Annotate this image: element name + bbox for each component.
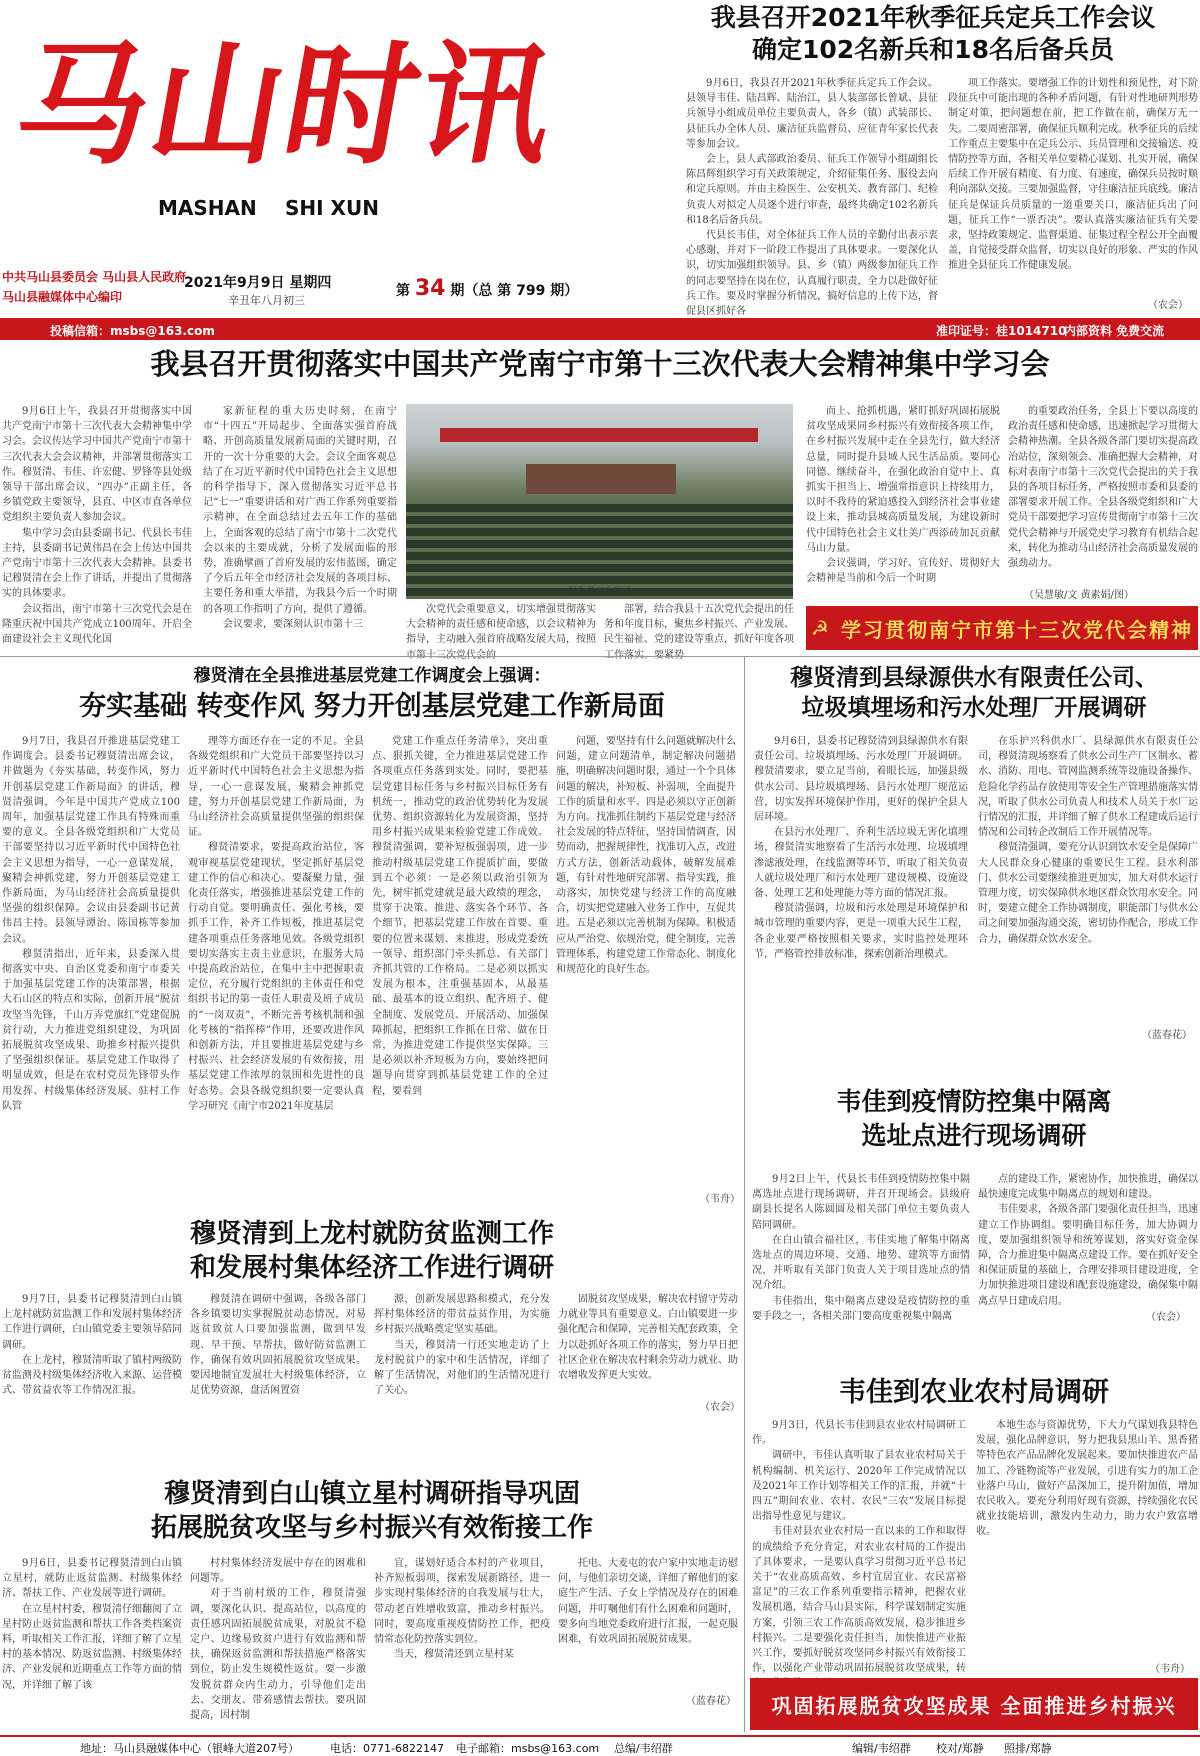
epidemic-article-title2: 选址点进行现场调研 — [861, 1121, 1087, 1150]
agri-byline: （韦舟） — [1150, 1664, 1190, 1675]
lead-col3: 次党代会重要意义，切实增强贯彻落实大会精神的责任感和使命感，以会议精神为指导，主动融入强首府战略发展大局，按照 — [406, 604, 596, 646]
shanglong-col4: 固脱贫攻坚成果，解决农村留守劳动力就业等具有重要意义。白山镇要进一步强化配合和保障，完善相关配套政策，全力以赴抓好各项工作的落实，努力早日把社区企业在解决农村剩余劳动力就业、助农增收发挥更大实效。 — [558, 1294, 738, 1382]
top-article-col1: 9月6日，我县召开2021年秋季征兵定兵工作会议。县领导韦佳、陆昌辉、陆治江，县人装部部长曾斌、县征兵领导小组成员单位主要负责人，各乡（镇）武装部长、县征兵办全体人员、廉洁征兵监督员、应征青年家长代表等参加会议。 会上，县人武部政治委员、征兵工作领导小组副组长陈昌辉组织学习有关政策规定，介绍征集任务、服役去向和定兵原则。并由主检医生、公安机关、教育部门、纪检负责人对拟定人员逐个进行审查，最终共确定102名新兵和18名后备兵员。 代县长韦佳，对全体征兵工作人员的辛勤付出表示衷心感谢，并对下一阶段工作提出了具体要求。一要深化认识，切实加强组织领导。县、乡（镇）两级参加征兵工作的同志要坚持在岗在位，认真履行职责，全力以赴做好征兵工作。要及时掌握分析情况，搞好信息的上传下达，督促县区抓好各 — [686, 78, 938, 318]
lead-col6: 的重要政治任务，全县上下要以高度的政治责任感和使命感，迅速掀起学习贯彻大会精神热潮。全县各级各部门要切实提高政治站位，深刻领会、准确把握大会精神，对标对表南宁市第十三次党代会提出的关于我县的各项目标任务，严格按照市委和县委的部署要求开展工作。全县各级党组织和广大党员干部要把学习宣传贯彻南宁市第十三次党代会精神与开展党史学习教育有机结合起来，转化为推动马山经济社会高质量发展的强劲动力。 — [1008, 406, 1198, 570]
agri-col1: 9月3日，代县长韦佳到县农业农村局调研工作。 调研中，韦佳认真听取了县农业农村局关于机构编制、机关运行、2020年工作完成情况以及2021年工作计划等相关工作的汇报，并就“十四五”期间农业、农村、农民“三农”发展目标提出指导性意见与建议。 韦佳对县农业农村局一直以来的工作和取得的成绩给予充分肯定，对农业农村局的工作提出了具体要求，一是要认真学习贯彻习近平总书记关于“农业高质高效、乡村宜居宜业、农民富裕富足”的三农工作系列重要指示精神，把握农业发展机遇，结合马山县实际，科学谋划制定实施方案，引领三农工作高质高效发展，稳步推进乡村振兴。二是要强化责任担当，加快推进产业振兴工作，要抓好脱贫攻坚同乡村振兴有效衔接工作，以强化产业带动巩固拓展脱贫攻坚成果，转 — [752, 1420, 966, 1675]
agri-article-title: 韦佳到农业农村局调研 — [839, 1377, 1109, 1408]
water-byline: （蓝春花） — [1142, 1030, 1192, 1041]
photo-banner-shape — [440, 428, 758, 442]
footer-editor: 编辑/韦绍群 — [852, 1742, 911, 1755]
lixing-article-title2: 拓展脱贫攻坚与乡村振兴有效衔接工作 — [150, 1513, 593, 1543]
lead-col5: 而上、抢抓机遇，紧盯抓好巩固拓展脱贫攻坚成果同乡村振兴有效衔接各项工作，在乡村振兴发展中走在全县先行，做大经济总量，同时提升县域人民生活品质。要同心同德、继续奋斗，在强化政治自觉中上、真抓实干担当上、增强常指意识上持续用力，以时不我待的紧迫感投入到经济社会事业建设上来，推动县城高质量发展，为建设新时代中国特色社会主义壮美广西添砖加瓦贡献马山力量。 会议强调，学习好、宣传好、贯彻好大会精神是当前和今后一个时期 — [806, 406, 1000, 585]
footer-typeset: 照排/郑静 — [1004, 1742, 1052, 1755]
party-article-title: 夯实基础 转变作风 努力开创基层党建工作新局面 — [79, 691, 665, 722]
shanglong-byline: （农会） — [700, 1402, 740, 1413]
lead-col1: 9月6日上午，我县召开贯彻落实中国共产党南宁市第十三次代表大会精神集中学习会。会议传达学习中国共产党南宁市第十三次代表大会会议精神，并部署贯彻落实工作。穆贤清、韦佳、许宏健、罗锋等县处级领导干部出席会议，“四办”正副主任，各乡镇党政主要领导，县直、中区市直各单位党组织主要负责人参加会议。 集中学习会由县委副书记、代县长韦佳主持，县委副书记黄伟昌在会上传达中国共产党南宁市第十三次代表大会精神。县委书记穆贤清在会上作了讲话，并提出了贯彻落实的具体要求。 会议指出，南宁市第十三次党代会是在隆重庆祝中国共产党成立100周年、开启全面建设社会主义现代化国 — [2, 406, 192, 646]
lixing-article-title1: 穆贤清到白山镇立星村调研指导巩固 — [163, 1479, 580, 1509]
top-article-title2: 确定102名新兵和18名后备兵员 — [752, 35, 1114, 64]
lead-byline: （吴慧敏/文 黄素娟/图） — [1024, 590, 1134, 601]
divider — [0, 656, 1200, 657]
lixing-col3: 宜，谋划好适合本村的产业项目，补齐短板弱项，探索发展新路径，进一步实现村集体经济的自我发展与壮大，带动老百姓增收致富，推动乡村振兴。同时，要高度重视疫情防控工作，把疫情常态化防控落实到位。 当天，穆贤清还到立星村某 — [374, 1558, 550, 1661]
pinyin-right: SHI XUN — [285, 196, 379, 220]
photo-stage-shape — [526, 464, 676, 494]
shanglong-article-title1: 穆贤清到上龙村就防贫监测工作 — [189, 1219, 554, 1249]
footer — [0, 1735, 1200, 1756]
water-col2: 在乐护兴科供水厂、县绿源供水有限责任公司，穆贤清现场察看了供水公司生产厂区制水、蓄水、消防、用电、管网监测系统等设施设备操作、危险化学药品存放使用等安全生产管理措施落实情况，听取了供水公司负责人和技术人员关于水厂运行情况的汇报，并详细了解了供水工程建成后运行情况和公司转企改制后工作开展情况等。 穆贤清强调，要充分认识到饮水安全是保障广大人民群众身心健康的重要民生工程。县水利部门、供水公司要继续推进更加实，加大对供水运行管理力度，切实保障供水地区群众饮用水安全。同时，要建立健全工作协调制度，职能部门与供水公司之间要加强沟通交流，密切协作配合，形成工作合力，确保群众饮水安全。 — [978, 736, 1198, 945]
sponsor-line1: 中共马山县委员会 马山县人民政府 — [2, 270, 187, 284]
issue-date: 2021年9月9日 星期四 — [184, 275, 332, 291]
water-article-title1: 穆贤清到县绿源供水有限责任公司、 — [790, 665, 1158, 691]
logo-text: 马山时讯 — [4, 28, 568, 183]
party-col1: 9月7日，我县召开推进基层党建工作调度会。县委书记穆贤清出席会议，并做题为《夯实基础，转变作风，努力开创基层党建工作新局面》的讲话，穆贤清强调，今年是中国共产党成立100周年，加强基层党建工作具有特殊而重要的意义。全县各级党组织和广大党员干部要坚持以习近平新时代中国特色社会主义思想为指导，一心一意谋发展，聚精会神抓党建，努力开创基层党建工作新局面，为马山经济社会高质量提供坚强的组织保障。会议由县委副书记黄伟昌主持。县领导谭治、陈国栋等参加会议。 穆贤清指出，近年来，县委深入贯彻落实中央、自治区党委和南宁市委关于加强基层党建工作的决策部署，根据大石山区的特点和实际，创新开展“脱贫攻坚当先锋，千山万弄党旗红”党建促脱贫行动，大力推进党组织建设，为巩固拓展脱贫攻坚成果、助推乡村振兴提供了坚强组织保证。基层党建工作取得了明显成效，但是在农村党员先锋带头作用发挥、村级集体经济发展、驻村工作队管 — [2, 736, 180, 1112]
shanglong-col3: 源，创新发展思路和模式，充分发挥村集体经济的带贫益贫作用，为实施乡村振兴战略奠定坚实基础。 当天，穆贤清一行还实地走访了上龙村脱贫户的家中和生活情况，详细了解了生活情况，对他们的生活情况进行了关心。 — [374, 1294, 550, 1397]
issue-num: 34 — [414, 276, 446, 301]
lead-article-title: 我县召开贯彻落实中国共产党南宁市第十三次代表大会精神集中学习会 — [150, 347, 1050, 381]
lixing-byline: （蓝春花） — [686, 1696, 736, 1707]
issue-post: 期（总 第 799 期） — [450, 283, 579, 299]
top-article-byline: （农会） — [1148, 300, 1188, 311]
lunar-date: 辛丑年八月初三 — [228, 294, 305, 307]
party-col2: 理等方面还存在一定的不足。全县各级党组织和广大党员干部要坚持以习近平新时代中国特色社会主义思想为指导，一心一意谋发展，聚精会神抓党建，努力开创基层党建工作新局面，为马山经济社会高质量提供坚强的组织保证。 穆贤清要求，要提高政治站位，客观审视基层党建现状，坚定抓好基层党建工作的信心和决心。要凝聚力量，强化责任落实，增强推进基层党建工作的行动自觉。要明确责任、强化考核，要抓手工作，补齐工作短板，推进基层党建各项重点任务落地见效。各级党组织要切实落实主责主业意识，在服务大局中提高政治站位，在集中主中把握职责定位，充分履行党组织的主体责任和党组织书记的第一责任人职责及班子成员的“一岗双责”，不断完善考核机制和强化考核的“指挥棒”作用，还要改进作风和创新方法，并且要推进基层党建与乡村振兴、社会经济发展的有效衔接，用基层党建工作浓厚的氛围和先进性的良好态势。会县各级党组织要一定要认真学习研究《南宁市2021年度基层 — [188, 736, 364, 1112]
water-col1: 9月6日，县委书记穆贤清到县绿源供水有限责任公司、垃圾填埋场、污水处理厂开展调研。穆贤清要求，要立足当前，着眼长远，加强县级供水公司、县垃圾填埋场、县污水处理厂规范运营，切实发挥环境保护作用，更好的保护全县人居环境。 在县污水处理厂、乔利生活垃圾无害化填埋场，穆贤清实地察看了生活污水处理、垃圾填埋渗滤液处理，在线监测等环节，听取了相关负责人就垃圾处理厂和污水处理厂建设规模、设施设备、处理工艺和处理能力等方面的情况汇报。 穆贤清强调，垃圾和污水处理是环境保护和城市管理的重要内容，更是一项重大民生工程，各企业要严格按照相关要求，实时监控处理环节，严格管控排放标准，探索创新治理模式。 — [754, 736, 968, 960]
footer-proof: 校对/郑静 — [936, 1742, 984, 1755]
submission-email: 投稿信箱：msbs@163.com — [50, 324, 215, 338]
epidemic-byline: （农会） — [1146, 1312, 1186, 1323]
issue-pre: 第 — [396, 283, 410, 299]
footer-phone: 电话：0771-6822147 — [330, 1742, 444, 1755]
lead-col4: 部署，结合我县十五次党代会提出的任务和年度目标，聚焦乡村振兴、产业发展、民生福祉、党的建设等重点，抓好年度各项 — [604, 604, 794, 646]
water-article-title2: 垃圾填埋场和污水处理厂开展调研 — [801, 695, 1147, 721]
column-divider — [744, 656, 745, 1732]
epidemic-col1: 9月2日上午，代县长韦佳到疫情防控集中隔离选址点进行现场调研，并召开现场会。县级府副县长提名人陈圆圆及相关部门单位主要负责人陪同调研。 在白山镇合福社区，韦佳实地了解集中隔离选址点的周边环境、交通、地势、建筑等方面情况，并听取有关部门负责人关于项目选址点的情况介绍。 韦佳指出，集中隔离点建设是疫情防控的重要手段之一，各相关部门要高度重视集中隔离 — [752, 1174, 970, 1322]
epidemic-col2: 点的建设工作，紧密协作，加快推进，确保以最快速度完成集中隔离点的规划和建设。 韦佳要求，各级各部门要强化责任担当，迅速建立工作协调组。要明确目标任务，加大协调力度，要加强组织领导和统筹谋划，落实好资金保障，合力推进集中隔离点建设工作。要在抓好安全和保证质量的基础上，合理安排项目建设进度，全力加快推进项目建设和配套设施建设，确保集中隔离点早日建成启用。 — [978, 1174, 1198, 1307]
distribution-note: 内部资料 免费交流 — [1064, 324, 1165, 338]
sponsor-line2: 马山县融媒体中心编印 — [2, 290, 123, 304]
meeting-photo — [406, 404, 793, 599]
study-banner — [806, 606, 1198, 650]
shanglong-col1: 9月7日，县委书记穆贤清到白山镇上龙村就防贫监测工作和发展村集体经济工作进行调研，白山镇党委主要领导陪同调研。 在上龙村，穆贤清听取了镇村两级防贫监测及村级集体经济收入来源、运营模式、带贫益农等工作情况汇报。 — [2, 1294, 182, 1397]
footer-email: 电子邮箱：msbs@163.com — [456, 1742, 600, 1755]
top-article-col2: 项工作落实。要增强工作的计划性和预见性，对下阶段征兵中可能出现的各种矛盾问题，有针对性地研判形势制定对策，把问题想在前，把工作做在前，确保万无一失。二要周密部署，确保征兵顺利完成。秋季征兵的后续工作重点主要集中在定兵公示、兵员管理和交接输送、疫情防控等方面，各相关单位要精心谋划、扎实开展，确保后续工作开展有精度、有力度、有速度，确保兵员按时顺利向部队交接。三要加强监督，守住廉洁征兵底线。廉洁征兵是保证兵员质量的一道重要关口，廉洁征兵出了问题，征兵工作“一票否决”。要认真落实廉洁征兵有关要求，坚持政策规定、监督渠道、征集过程全程公开全面覆盖，自觉接受群众监督，切实以良好的形象、严实的作风推进全县征兵工作健康发展。 — [948, 78, 1198, 272]
issue-number — [396, 276, 578, 301]
info-bar — [0, 318, 1200, 340]
photo-caption: 图为学习会现场 — [567, 587, 631, 597]
party-col4: 问题，要坚持有什么问题就解决什么问题，建立问题清单，制定解决问题措施，明确解决问题时限，通过一个个具体问题的解决，补短板、补弱项，全面提升工作的质量和水平。四是必须以守正创新为方向。找准抓住制约下基层党建与经济社会发展的特点特征，坚持国情调查，因势而动，把握规律性，找准切入点，改进方式方法，创新活动载体，破解发展难题，有针对性地研究部署、指导实践，推动落实，加快党建与经济工作的高度融合，切实把党建融入业务工作中，互促共进。五是必须以完善机制为保障。积极适应从严治党、依规治党，健全制度，完善管理体系，构建党建工作常态化、制度化和规范化的良好生态。 — [556, 736, 736, 976]
lixing-col2: 村村集体经济发展中存在的困难和问题等。 对于当前村级的工作，穆贤清强调，要深化认识、提高站位，以高度的责任感巩固拓展脱贫成果，对脱贫不稳定户、边缘易致贫户进行有效监测和帮扶，确保返贫监测和帮扶措施严格落实到位，防止发生规模性返贫。要一步激发脱贫群众内生动力，引导他们走出去、交朋友、带着感情去帮扶。要巩固提高，因村制 — [190, 1558, 366, 1722]
pinyin-left: MASHAN — [158, 196, 257, 220]
rural-revitalization-banner: 巩固拓展脱贫攻坚成果 全面推进乡村振兴 — [750, 1678, 1198, 1730]
lixing-col4: 托电、大麦屯的农户家中实地走访慰问，与他们亲切交谈，详细了解他们的家庭生产生活、子女上学情况及存在的困难问题，并叮嘱他们有什么困难和问题时，要多向当地党委政府进行汇报，一起克服困难，有效巩固拓展脱贫成果。 — [558, 1558, 738, 1646]
party-article-kicker: 穆贤清在全县推进基层党建工作调度会上强调： — [193, 666, 551, 686]
shanglong-article-title2: 和发展村集体经济工作进行调研 — [189, 1253, 554, 1283]
lixing-col1: 9月6日，县委书记穆贤清到白山镇立星村，就防止返贫监测、村级集体经济、帮扶工作、产业发展等进行调研。 在立星村村委，穆贤清仔细翻阅了立星村防止返贫监测和帮扶工作各类档案资料，听取相关工作汇报，详细了解了立星村的基本情况、防返贫监测、村级集体经济、产业发展和近期重点工作等方面的情况，并详细了解了该 — [2, 1558, 182, 1691]
party-byline: （韦舟） — [700, 1194, 740, 1205]
agri-col2: 本地生态与资源优势，下大力气谋划我县特色发展，强化品牌意识，努力把我县黑山羊、黑香猪等特色农产品品牌化发展起来。要加快推进农产品加工、冷链物流等产业发展，引进有实力的加工企业落户马山，做好产品深加工，提升附加值，增加农民收入。要充分利用好现有资源，持续强化农民就业技能培训，激发内生动力，助力农户致富增收。 — [976, 1420, 1198, 1538]
party-emblem-icon: ☭ — [811, 616, 831, 640]
study-banner-text: 学习贯彻南宁市第十三次党代会精神 — [840, 617, 1193, 642]
print-permit: 准印证号：桂1014710 — [936, 324, 1067, 338]
footer-editor-chief: 总编/韦绍群 — [614, 1742, 673, 1755]
footer-address: 地址：马山县融媒体中心（银峰大道207号） — [80, 1742, 299, 1755]
shanglong-col2: 穆贤清在调研中强调，各级各部门各乡镇要切实掌握脱贫动态情况，对易返贫致贫人口要加强监测，做到早发现、早干预、早帮扶，做好防贫监测工作，确保有效巩固拓展脱贫攻坚成果。要因地制宜发展壮大村级集体经济，立足优势资源，盘活闲置资 — [190, 1294, 366, 1397]
epidemic-article-title1: 韦佳到疫情防控集中隔离 — [836, 1087, 1112, 1116]
masthead-logo — [4, 18, 578, 193]
party-col3: 党建工作重点任务清单》，突出重点、狠抓关键，全力推进基层党建工作各项重点任务落到实处。同时，要把基层党建目标任务与乡村振兴目标任务有机统一，推动党的政治优势转化为发展优势、组织资源转化为发展资源，坚持用乡村振兴成果来检验党建工作成效。穆贤清强调，要补短板强弱项，进一步推动村级基层党建工作提质扩面，要做到五个必须：一是必须以政治引领为先，树牢抓党建就是最大政绩的理念，贯穿于决策、推进、落实各个环节、各个细节，把基层党建工作放在首要、重要的位置来谋划、来推进，形成党委统一领导、组织部门牵头抓总、有关部门齐抓共管的工作格局。二是必须以抓实发展为根本，注重强基固本，从最基础、最基本的设立组织、配齐班子、健全制度、发展党员、开展活动、加强保障抓起，把组织工作抓在日常、做在日常，为推进党建工作提供坚实保障。三是必须以补齐短板为方向，要始终把问题导向贯穿到抓基层党建工作的全过程，要看到 — [372, 736, 548, 1097]
lead-col2: 家新征程的重大历史时刻，在南宁市“十四五”开局起步、全面落实强首府战略、开创高质量发展新局面的关键时期，召开的一次十分重要的大会。会议全面客观总结了在习近平新时代中国特色社会主义思想的科学指导下，深入贯彻落实习近平总书记“七一”重要讲话和对广西工作系列重要指示精神，在全面总结过去五年工作的基础上，全面客观的总结了南宁市第十二次党代会以来的主要成就，分析了发展面临的形势，准确擘画了首府发展的宏伟蓝图，确定了今后五年全市经济社会发展的各项目标、主要任务和重大举措，为我县今后一个时期的各项工作指明了方向，提供了遵循。 会议要求，要深刻认识市第十三 — [203, 406, 397, 630]
top-article-title1: 我县召开2021年秋季征兵定兵工作会议 — [710, 3, 1156, 32]
